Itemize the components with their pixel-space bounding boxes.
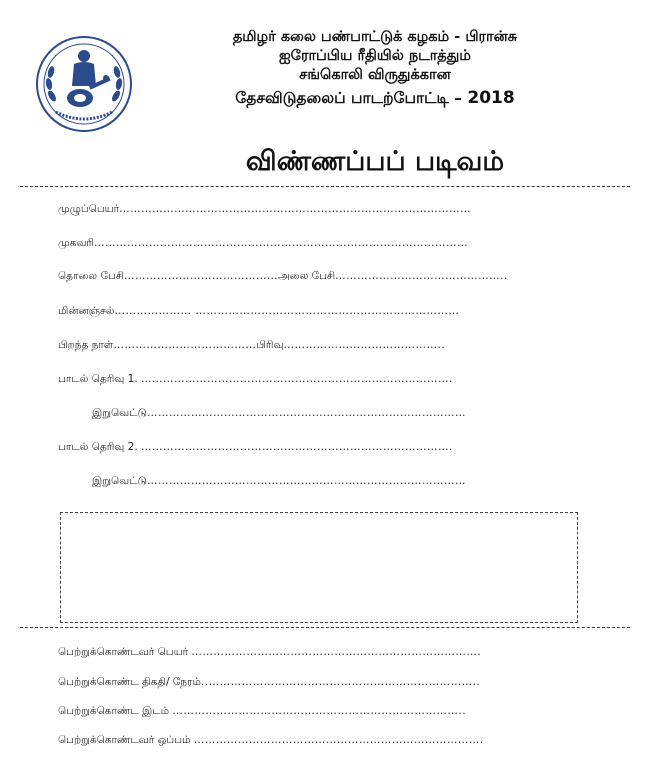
full-name-label: முழுப்பெயர் <box>58 203 120 215</box>
song-choice-1-field[interactable]: பாடல் தெரிவு 1. …………………………………………………………………………. <box>58 373 453 385</box>
document-header <box>150 28 600 108</box>
receiver-signature-field[interactable]: பெற்றுக்கொண்டவர் ஒப்பம் ……………………………………………………………………. <box>58 734 484 746</box>
song-choice-1-label: பாடல் தெரிவு 1. <box>58 373 138 385</box>
full-name-field[interactable]: முழுப்பெயர்…………………………………………………………………………………… <box>58 203 472 215</box>
address-label: முகவரி <box>58 237 94 249</box>
organisation-name: தமிழர் கலை பண்பாட்டுக் கழகம் - பிரான்சு <box>232 29 518 45</box>
divider-bottom <box>20 627 630 628</box>
phone-field[interactable]: தொலை பேசி……………………………………அலை பேசி……………………………………….. <box>58 270 508 282</box>
received-datetime-field[interactable]: பெற்றுக்கொண்ட திகதி/ நேரம்..……………………………………………………………….. <box>58 676 481 688</box>
receiver-name-field[interactable]: பெற்றுக்கொண்டவர் பெயர் ……………………………………………………………………. <box>58 646 482 658</box>
divider-top <box>20 186 630 187</box>
received-datetime-label: பெற்றுக்கொண்ட திகதி/ நேரம் <box>58 676 201 688</box>
received-place-field[interactable]: பெற்றுக்கொண்ட இடம் …………………………………………………………………….. <box>58 705 467 717</box>
header-subtitle-line: ஐரோப்பிய ரீதியில் நடாத்தும் <box>279 48 471 64</box>
competition-year: 2018 <box>467 88 515 108</box>
competition-name: தேசவிடுதலைப் பாடற்போட்டி – 2018 <box>235 88 515 108</box>
landline-label: தொலை பேசி <box>58 270 124 282</box>
dob-label: பிறந்த நாள் <box>58 339 114 351</box>
received-place-label: பெற்றுக்கொண்ட இடம் <box>58 705 170 717</box>
duet-1-field[interactable]: இறுவெட்டு…………………………………………………………………………… <box>92 407 466 419</box>
category-label: பிரிவு <box>256 339 284 351</box>
receiver-signature-label: பெற்றுக்கொண்டவர் ஒப்பம் <box>58 734 191 746</box>
duet-2-field[interactable]: இறுவெட்டு…………………………………………………………………………… <box>92 475 466 487</box>
notes-box[interactable] <box>60 512 578 623</box>
song-choice-2-label: பாடல் தெரிவு 2. <box>58 441 138 453</box>
receiver-name-label: பெற்றுக்கொண்டவர் பெயர் <box>58 646 189 658</box>
duet-2-label: இறுவெட்டு <box>92 475 147 487</box>
dob-field[interactable]: பிறந்த நாள்…………………………………பிரிவு…………………………………….. <box>58 339 446 351</box>
email-label: மின்னஞ்சல் <box>58 305 115 317</box>
duet-1-label: இறுவெட்டு <box>92 407 147 419</box>
address-field[interactable]: முகவரி………………………………………………………………………………………… <box>58 237 468 249</box>
society-emblem-icon <box>34 34 134 134</box>
email-field[interactable]: மின்னஞ்சல்………………… ……………………………………………………………… <box>58 305 460 317</box>
form-title: விண்ணப்பப் படிவம் <box>245 146 505 177</box>
award-name: சங்கொலி விருதுக்கான <box>299 67 451 83</box>
mobile-label: அலை பேசி <box>277 270 336 282</box>
song-choice-2-field[interactable]: பாடல் தெரிவு 2. …………………………………………………………………………. <box>58 441 453 453</box>
